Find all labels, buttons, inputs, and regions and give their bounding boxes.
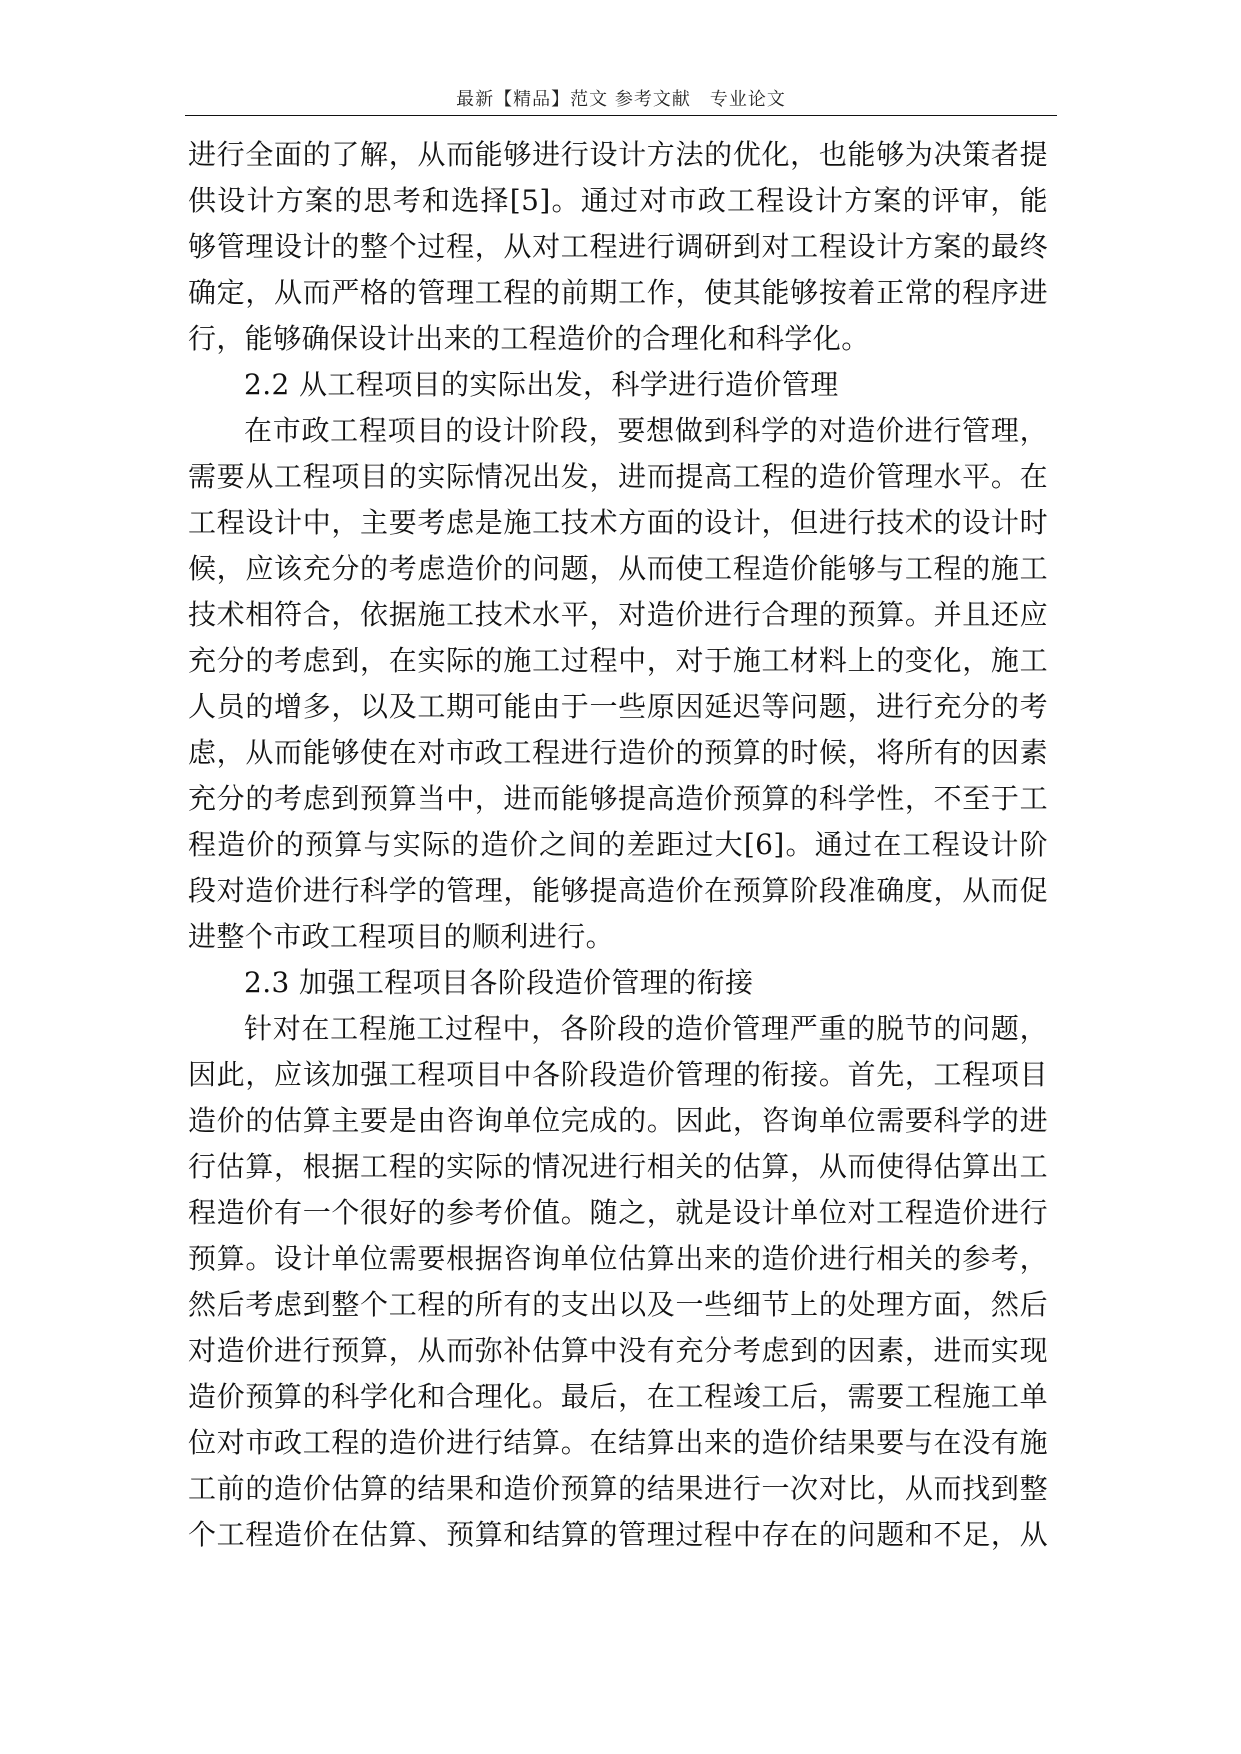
section-heading-2-2: 2.2 从工程项目的实际出发，科学进行造价管理: [244, 368, 839, 401]
text-line: 供设计方案的思考和选择[5]。通过对市政工程设计方案的评审，能: [188, 184, 1048, 217]
text-line: 对造价进行预算，从而弥补估算中没有充分考虑到的因素，进而实现: [188, 1334, 1048, 1367]
text-line: 充分的考虑到，在实际的施工过程中，对于施工材料上的变化，施工: [188, 644, 1048, 677]
text-line: 行，能够确保设计出来的工程造价的合理化和科学化。: [188, 322, 870, 355]
text-line: 程造价的预算与实际的造价之间的差距过大[6]。通过在工程设计阶: [188, 828, 1048, 861]
text-line: 预算。设计单位需要根据咨询单位估算出来的造价进行相关的参考，: [188, 1242, 1048, 1275]
text-line: 技术相符合，依据施工技术水平，对造价进行合理的预算。并且还应: [188, 598, 1048, 631]
text-line: 行估算，根据工程的实际的情况进行相关的估算，从而使得估算出工: [188, 1150, 1048, 1183]
text-line: 造价预算的科学化和合理化。最后，在工程竣工后，需要工程施工单: [188, 1380, 1048, 1413]
text-line: 工前的造价估算的结果和造价预算的结果进行一次对比，从而找到整: [188, 1472, 1048, 1505]
paragraph-first-line: 在市政工程项目的设计阶段，要想做到科学的对造价进行管理，: [244, 414, 1048, 447]
text-line: 人员的增多，以及工期可能由于一些原因延迟等问题，进行充分的考: [188, 690, 1048, 723]
page-header: 最新【精品】范文 参考文献 专业论文: [456, 89, 786, 110]
text-line: 段对造价进行科学的管理，能够提高造价在预算阶段准确度，从而促: [188, 874, 1048, 907]
text-line: 个工程造价在估算、预算和结算的管理过程中存在的问题和不足，从: [188, 1518, 1048, 1551]
text-line: 造价的估算主要是由咨询单位完成的。因此，咨询单位需要科学的进: [188, 1104, 1048, 1137]
document-body: [188, 132, 1048, 1558]
text-line: 确定，从而严格的管理工程的前期工作，使其能够按着正常的程序进: [188, 276, 1048, 309]
text-line: 然后考虑到整个工程的所有的支出以及一些细节上的处理方面，然后: [188, 1288, 1048, 1321]
text-line: 程造价有一个很好的参考价值。随之，就是设计单位对工程造价进行: [188, 1196, 1048, 1229]
text-line: 工程设计中，主要考虑是施工技术方面的设计，但进行技术的设计时: [188, 506, 1048, 539]
text-line: 位对市政工程的造价进行结算。在结算出来的造价结果要与在没有施: [188, 1426, 1048, 1459]
text-line: 充分的考虑到预算当中，进而能够提高造价预算的科学性，不至于工: [188, 782, 1048, 815]
text-line: 因此，应该加强工程项目中各阶段造价管理的衔接。首先，工程项目: [188, 1058, 1048, 1091]
text-line: 需要从工程项目的实际情况出发，进而提高工程的造价管理水平。在: [188, 460, 1048, 493]
header-divider: [185, 115, 1057, 116]
text-line: 虑，从而能够使在对市政工程进行造价的预算的时候，将所有的因素: [188, 736, 1048, 769]
text-line: 够管理设计的整个过程，从对工程进行调研到对工程设计方案的最终: [188, 230, 1048, 263]
paragraph-first-line: 针对在工程施工过程中，各阶段的造价管理严重的脱节的问题，: [244, 1012, 1048, 1045]
text-line: 进行全面的了解，从而能够进行设计方法的优化，也能够为决策者提: [188, 138, 1048, 171]
text-line: 进整个市政工程项目的顺利进行。: [188, 920, 615, 953]
section-heading-2-3: 2.3 加强工程项目各阶段造价管理的衔接: [244, 966, 754, 999]
text-line: 候，应该充分的考虑造价的问题，从而使工程造价能够与工程的施工: [188, 552, 1048, 585]
